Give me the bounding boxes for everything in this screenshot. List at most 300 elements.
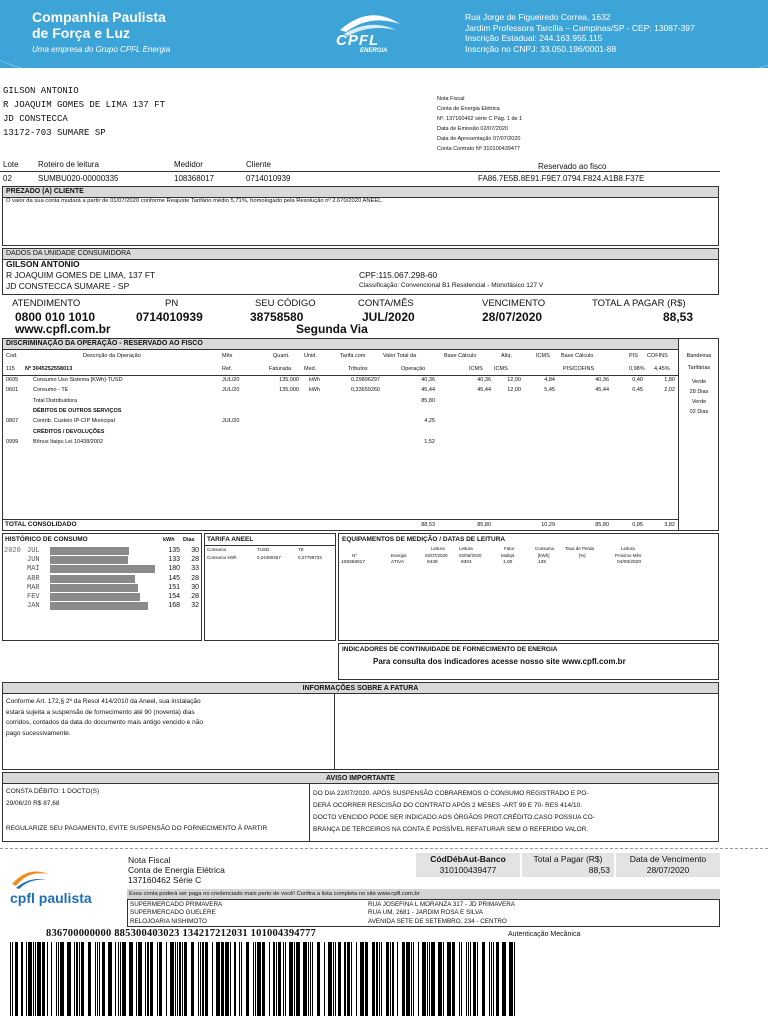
cell-valor: 85,80 xyxy=(421,397,435,404)
agent-row xyxy=(130,901,718,909)
barcode-bar xyxy=(202,942,203,1016)
historico-bar xyxy=(50,547,129,555)
hdr-med: Med. xyxy=(304,366,317,372)
cell-desc: Consumo Uso Sistema [KWh]-TUSD xyxy=(33,377,123,383)
cell-desc: CRÉDITOS / DEVOLUÇÕES xyxy=(33,428,105,435)
total-valor: 88,53 xyxy=(421,522,435,528)
cliente-value: 0714010939 xyxy=(246,174,291,183)
cell-cod: 0605 xyxy=(6,377,19,383)
barcode-bar xyxy=(246,942,249,1016)
value-pn: 0714010939 xyxy=(136,310,203,324)
tarifa-h-consumo: Consumo xyxy=(207,547,227,552)
address-line: Jardim Professora Tarcília – Campinas/SP - CEP: 13087-397 xyxy=(465,22,695,33)
barcode-bar xyxy=(294,942,295,1016)
barcode-bar xyxy=(491,942,492,1016)
tarifa-box xyxy=(204,533,336,641)
bandeira-line: 28 Dias xyxy=(689,389,709,395)
bandeira-line: Verde xyxy=(691,379,707,385)
unidade-title: DADOS DA UNIDADE CONSUMIDORA xyxy=(3,249,718,260)
info-line: corridos, contados da data do documento mais antigo vencido e não xyxy=(6,719,203,726)
company-tagline: Uma empresa do Grupo CPFL Energia xyxy=(32,45,171,54)
barcode-bar xyxy=(138,942,141,1016)
cell-aliq: 12,00 xyxy=(507,387,521,394)
historico-bar xyxy=(50,575,135,583)
hdr-cofins-rate: 4,45% xyxy=(654,366,670,372)
historico-kwh: 168 xyxy=(168,602,180,610)
hdr-base-icms: Base Cálculo xyxy=(444,353,477,359)
barcode-bar xyxy=(184,942,187,1016)
aviso-box xyxy=(2,772,719,842)
barcode-bar xyxy=(392,942,393,1016)
barcode-bar xyxy=(216,942,219,1016)
barcode-bar xyxy=(502,942,505,1016)
barcode-bar xyxy=(381,942,382,1016)
barcode-bar xyxy=(269,942,270,1016)
divider xyxy=(3,519,678,520)
barcode-bar xyxy=(42,942,45,1016)
site-link[interactable]: www.cpfl.com.br xyxy=(15,322,111,336)
barcode-bar xyxy=(99,942,100,1016)
barcode-bar xyxy=(257,942,260,1016)
barcode-bar xyxy=(95,942,96,1016)
barcode-bar xyxy=(51,942,52,1016)
medicao-box xyxy=(338,533,719,641)
barcode-bar xyxy=(33,942,34,1016)
cell-qtd: 135,000 xyxy=(279,377,299,383)
barcode-bar xyxy=(15,942,18,1016)
historico-month: JUL xyxy=(27,547,40,555)
historico-row xyxy=(3,584,201,593)
address-line: Inscrição Estadual: 244.163.955.115 xyxy=(465,33,603,43)
barcode-bar xyxy=(179,942,180,1016)
aviso-right-line: BRANÇA DE TERCEIROS NA CONTA É POSSÍVEL REFATURAR SEM O REFERIDO VALOR. xyxy=(313,826,589,833)
cell-base: 45,44 xyxy=(477,387,491,394)
cell-ref: JUL/20 xyxy=(222,387,240,394)
med-r-consumo: 135 xyxy=(538,560,547,565)
barcode xyxy=(10,942,515,1016)
barcode-bar xyxy=(191,942,194,1016)
cell-basepis: 45,44 xyxy=(595,387,609,394)
historico-dias: 32 xyxy=(191,602,199,610)
med-r-energia: ATIVA xyxy=(391,560,405,565)
total-base: 85,80 xyxy=(477,522,491,528)
stub-agents-box xyxy=(127,899,720,927)
barcode-bar xyxy=(406,942,409,1016)
barcode-bar xyxy=(477,942,478,1016)
barcode-bar xyxy=(241,942,242,1016)
barcode-bar xyxy=(438,942,441,1016)
med-r-medidor: 108368017 xyxy=(341,560,366,565)
barcode-bar xyxy=(47,942,48,1016)
unidade-cpf: CPF:115.067.298-60 xyxy=(359,270,438,280)
barcode-number: 836700000000 885300403023 134217212031 101004394777 xyxy=(46,928,317,939)
historico-row xyxy=(3,547,201,556)
hdr-ref: Ref. xyxy=(222,366,233,372)
historico-row xyxy=(3,565,201,574)
barcode-bar xyxy=(35,942,36,1016)
autenticacao-label: Autenticação Mecânica xyxy=(508,931,581,938)
barcode-bar xyxy=(496,942,499,1016)
logo-text: CPFL xyxy=(336,32,380,49)
total-pis: 0,85 xyxy=(632,522,643,528)
barcode-bar xyxy=(468,942,469,1016)
prezado-text: O valor da sua conta mudará a partir de 01/07/2020 conforme Reajuste Tarifário médio 5,71%, homologado pela Resolução nº 2.670/2020 ANEEL. xyxy=(6,198,384,204)
hdr-115: 115 xyxy=(6,366,15,372)
hdr-icms: ICMS xyxy=(536,353,550,359)
table-row xyxy=(3,408,678,418)
stub-brand: cpfl paulista xyxy=(10,890,92,906)
indicadores-text: Para consulta dos indicadores acesse nosso site www.cpfl.com.br xyxy=(373,657,626,666)
aviso-left-line2: 29/06/20 R$ 87,68 xyxy=(6,800,60,807)
stub-venc-value: 28/07/2020 xyxy=(646,865,690,875)
barcode-bar xyxy=(102,942,105,1016)
tarifa-h-te: TE xyxy=(298,547,304,552)
barcode-bar xyxy=(159,942,162,1016)
agent-address: RUA UM, 2681 - JARDIM ROSA E SILVA xyxy=(368,909,483,917)
cell-desc: Contrib. Custeio IP-CIP Municipal xyxy=(33,418,115,425)
barcode-bar xyxy=(58,942,59,1016)
stub-nota-line: Nota Fiscal xyxy=(128,855,171,865)
company-name-line1: Companhia Paulista xyxy=(32,9,166,25)
barcode-bar xyxy=(429,942,430,1016)
barcode-bar xyxy=(397,942,398,1016)
nota-line: Nota Fiscal xyxy=(437,96,465,102)
cell-valor: 4,25 xyxy=(424,418,435,425)
divider xyxy=(309,784,310,841)
med-h-taxa: Taxa de Perda xyxy=(565,546,595,551)
cell-unid: kWh xyxy=(309,387,320,394)
barcode-bar xyxy=(310,942,311,1016)
historico-bar xyxy=(50,602,148,610)
barcode-bar xyxy=(493,942,494,1016)
aviso-title: AVISO IMPORTANTE xyxy=(3,773,718,784)
barcode-bar xyxy=(129,942,132,1016)
barcode-bar xyxy=(81,942,84,1016)
barcode-bar xyxy=(360,942,363,1016)
barcode-bar xyxy=(509,942,512,1016)
barcode-bar xyxy=(376,942,377,1016)
barcode-bar xyxy=(356,942,357,1016)
cpfl-paulista-swoosh-icon xyxy=(10,866,50,890)
cell-desc: DÉBITOS DE OUTROS SERVIÇOS xyxy=(33,407,122,414)
med-h-leitura1: Leitura xyxy=(431,546,445,551)
unidade-classificacao: Classificação: Convencional B1 Residencial - Monofásico 127 V xyxy=(359,282,544,289)
cell-valor: 45,44 xyxy=(421,387,435,394)
label-pn: PN xyxy=(165,298,179,309)
historico-month: ABR xyxy=(27,574,40,583)
barcode-bar xyxy=(182,942,183,1016)
barcode-bar xyxy=(157,942,158,1016)
cell-cofins: 2,02 xyxy=(664,387,675,394)
header-banner xyxy=(0,0,768,68)
unidade-name: GILSON ANTONIO xyxy=(6,259,80,269)
hdr-icms-base: ICMS xyxy=(469,366,483,372)
barcode-bar xyxy=(60,942,63,1016)
barcode-bar xyxy=(170,942,173,1016)
historico-month: FEV xyxy=(27,593,40,601)
barcode-bar xyxy=(443,942,444,1016)
stub-cod-box xyxy=(416,853,520,877)
cell-tarifa: 0,33659260 xyxy=(350,387,380,394)
label-codigo: SEU CÓDIGO xyxy=(255,298,316,309)
cell-basepis: 40,36 xyxy=(595,377,609,383)
barcode-bar xyxy=(422,942,425,1016)
barcode-bar xyxy=(28,942,31,1016)
nota-line: Conta de Energia Elétrica xyxy=(437,106,500,112)
nota-line: Nº. 137160462 série C Pág. 1 de 1 xyxy=(437,116,523,122)
discrim-title: DISCRIMINAÇÃO DA OPERAÇÃO - RESERVADO AO FISCO xyxy=(3,339,678,350)
agent-name: SUPERMERCADO GUELERE xyxy=(130,909,216,917)
barcode-bar xyxy=(347,942,350,1016)
barcode-bar xyxy=(489,942,490,1016)
med-h-perc: [%] xyxy=(579,553,586,558)
historico-row xyxy=(3,602,201,611)
historico-dias: 30 xyxy=(191,583,199,591)
barcode-bar xyxy=(283,942,284,1016)
barcode-bar xyxy=(459,942,460,1016)
stub-notice: Essa conta poderá ser paga no credenciado mais perto de você! Confira a lista completa no site www.cpfl.com.br xyxy=(127,889,720,899)
barcode-bar xyxy=(115,942,116,1016)
barcode-bar xyxy=(461,942,462,1016)
unidade-street: R JOAQUIM GOMES DE LIMA, 137 FT xyxy=(6,270,156,280)
value-conta-mes: JUL/2020 xyxy=(362,310,415,324)
prezado-box xyxy=(2,186,719,246)
hdr-pis-cofins: PIS/COFINS xyxy=(563,366,595,372)
barcode-bar xyxy=(147,942,148,1016)
cell-cod: 0807 xyxy=(6,418,19,425)
barcode-bar xyxy=(212,942,213,1016)
historico-box xyxy=(2,533,202,641)
info-line: pago sucessivamente. xyxy=(6,729,71,737)
historico-bar xyxy=(50,565,155,573)
barcode-bar xyxy=(452,942,455,1016)
historico-kwh-header: kWh xyxy=(163,537,175,543)
hdr-pis-rate: 0,98% xyxy=(629,366,645,372)
value-total: 88,53 xyxy=(663,310,694,324)
agent-row xyxy=(130,909,718,917)
hdr-desc: Descrição da Operação xyxy=(83,353,141,359)
barcode-bar xyxy=(10,942,11,1016)
hdr-unid: Unid. xyxy=(304,353,317,359)
label-total: TOTAL A PAGAR (R$) xyxy=(592,298,686,309)
hdr-tarifa: Tarifa com xyxy=(340,353,366,359)
barcode-bar xyxy=(253,942,254,1016)
barcode-bar xyxy=(482,942,485,1016)
historico-kwh: 151 xyxy=(168,583,180,591)
cell-aliq: 12,00 xyxy=(507,377,521,383)
cell-pis: 0,40 xyxy=(632,377,643,383)
lote-value: 02 xyxy=(3,174,12,183)
stub-total-value: 88,53 xyxy=(588,865,610,875)
barcode-bar xyxy=(344,942,345,1016)
barcode-bar xyxy=(12,942,13,1016)
stub-total-box xyxy=(522,853,614,877)
customer-district: JD CONSTECCA xyxy=(3,114,68,124)
cell-ref: JUL/20 xyxy=(222,377,240,383)
cell-ref: JUL/20 xyxy=(222,418,240,425)
historico-dias: 28 xyxy=(191,593,199,600)
unidade-box xyxy=(2,248,719,295)
bandeira-line: Verde xyxy=(691,399,707,405)
barcode-bar xyxy=(118,942,119,1016)
barcode-bar xyxy=(122,942,125,1016)
hdr-operacao: Operação xyxy=(401,366,426,372)
barcode-bar xyxy=(262,942,265,1016)
med-h-energia: Energia xyxy=(391,553,407,558)
nota-line: Data de Emissão 02/07/2020 xyxy=(437,126,508,132)
cut-line xyxy=(0,848,768,849)
barcode-bar xyxy=(466,942,467,1016)
barcode-bar xyxy=(379,942,380,1016)
bandeiras-title: Bandeiras Tarifárias xyxy=(686,353,712,371)
historico-dias: 33 xyxy=(191,565,199,573)
hdr-aliq: Alíq. xyxy=(501,353,513,359)
barcode-bar xyxy=(470,942,471,1016)
stub-nota-line: 137160462 Série C xyxy=(128,875,202,885)
agent-name: SUPERMERCADO PRIMAVERA xyxy=(130,901,223,908)
historico-row xyxy=(3,575,201,584)
barcode-bar xyxy=(145,942,146,1016)
barcode-bar xyxy=(418,942,419,1016)
historico-year: 2020 xyxy=(4,547,21,555)
segunda-via-label: Segunda Via xyxy=(296,322,368,336)
historico-kwh: 135 xyxy=(168,547,180,554)
table-row xyxy=(3,398,678,408)
barcode-bar xyxy=(205,942,208,1016)
customer-street: R JOAQUIM GOMES DE LIMA 137 FT xyxy=(3,100,166,110)
barcode-bar xyxy=(276,942,277,1016)
info-text xyxy=(6,697,203,739)
barcode-bar xyxy=(365,942,368,1016)
nota-fiscal-info xyxy=(437,94,522,154)
barcode-bar xyxy=(514,942,515,1016)
stub-nota xyxy=(128,855,225,885)
value-codigo: 38758580 xyxy=(250,310,304,324)
barcode-bar xyxy=(411,942,412,1016)
barcode-bar xyxy=(317,942,320,1016)
info-line: Conforme Art. 172,§ 2º da Resol 414/2010 da Aneel, sua instalação xyxy=(6,698,201,705)
barcode-bar xyxy=(296,942,299,1016)
barcode-bar xyxy=(56,942,57,1016)
historico-kwh: 154 xyxy=(168,593,180,600)
med-r-leitura1: 9439 xyxy=(427,560,438,565)
barcode-bar xyxy=(221,942,224,1016)
med-h-multipl: Multipl. xyxy=(501,553,516,558)
barcode-bar xyxy=(76,942,77,1016)
stub-total-label: Total a Pagar (R$) xyxy=(533,854,603,864)
barcode-bar xyxy=(230,942,231,1016)
historico-dias: 30 xyxy=(191,547,199,554)
divider xyxy=(3,375,678,376)
customer-address xyxy=(3,84,165,140)
divider xyxy=(205,545,335,546)
barcode-bar xyxy=(120,942,121,1016)
aviso-right-text xyxy=(313,788,595,836)
customer-name: GILSON ANTONIO xyxy=(3,86,79,96)
barcode-bar xyxy=(21,942,22,1016)
aviso-left-line3: REGULARIZE SEU PAGAMENTO, EVITE SUSPENSÃO DO FORNECIMENTO À PARTIR xyxy=(6,825,268,832)
med-h-data1: 02/07/2020 xyxy=(425,553,448,558)
barcode-bar xyxy=(177,942,178,1016)
cell-desc: Total Distribuidora xyxy=(33,397,78,404)
historico-month: MAI xyxy=(27,565,40,574)
divider xyxy=(334,694,335,769)
reservado-label: Reservado ao fisco xyxy=(538,162,607,171)
logo-sub: ENERGIA xyxy=(360,48,388,54)
info-title: INFORMAÇÕES SOBRE A FATURA xyxy=(3,683,718,694)
unidade-district: JD CONSTECCA SUMARE - SP xyxy=(6,281,130,291)
barcode-bar xyxy=(308,942,309,1016)
barcode-bar xyxy=(402,942,405,1016)
barcode-bar xyxy=(225,942,228,1016)
table-row xyxy=(3,439,678,449)
agent-row xyxy=(130,918,718,926)
medidor-value: 108368017 xyxy=(174,174,215,183)
cell-unid: kWh xyxy=(309,377,320,383)
hdr-tributos: Tributos xyxy=(348,366,368,372)
aviso-right-line: DO DIA 22/07/2020. APÓS SUSPENSÃO COBRAREMOS O CONSUMO REGISTRADO E PO- xyxy=(313,790,589,797)
info-box xyxy=(2,682,719,770)
hdr-faturada: Faturada xyxy=(269,366,292,372)
barcode-bar xyxy=(74,942,75,1016)
med-h-numero: Nº xyxy=(352,553,357,558)
prezado-title: PREZADO (A) CLIENTE xyxy=(3,187,718,198)
tarifa-r-te: 0,27799733 xyxy=(298,555,322,560)
med-h-consumo: Consumo xyxy=(535,546,555,551)
discriminacao-box xyxy=(2,338,719,531)
cliente-label: Cliente xyxy=(246,160,271,169)
divider xyxy=(0,171,720,172)
bandeiras-list xyxy=(679,377,719,417)
cpfl-logo xyxy=(330,8,410,58)
hdr-icms-aliq: ICMS xyxy=(494,366,508,372)
barcode-bar xyxy=(175,942,176,1016)
cell-desc: Consumo - TE xyxy=(33,387,69,394)
hdr-base-pis: Base Cálculo xyxy=(561,353,594,359)
cell-pis: 0,45 xyxy=(632,387,643,394)
cpfl-paulista-logo xyxy=(10,866,120,910)
med-r-proximo: 04/08/2020 xyxy=(617,560,642,565)
stub-cod-label: CódDébAut-Banco xyxy=(430,854,506,864)
indicadores-title: INDICADORES DE CONTINUIDADE DE FORNECIMENTO DE ENERGIA xyxy=(342,646,558,653)
value-vencimento: 28/07/2020 xyxy=(482,310,543,324)
historico-bar xyxy=(50,593,140,601)
cell-icms: 4,84 xyxy=(544,377,555,383)
barcode-bar xyxy=(136,942,137,1016)
cell-cod: 0999 xyxy=(6,438,19,445)
cell-desc: Bônus Itaipu Lei 10438/2002 xyxy=(33,438,104,445)
hdr-mes: Mês xyxy=(222,353,233,359)
barcode-bar xyxy=(26,942,27,1016)
label-vencimento: VENCIMENTO xyxy=(482,298,546,309)
barcode-bar xyxy=(372,942,375,1016)
med-r-fator: 1,00 xyxy=(503,560,513,565)
historico-kwh: 133 xyxy=(168,556,180,564)
address-line: Inscrição no CNPJ: 33.050.196/0001-88 xyxy=(465,43,617,54)
roteiro-label: Roteiro de leitura xyxy=(38,160,99,169)
historico-title: HISTÓRICO DE CONSUMO xyxy=(5,536,88,543)
agent-address: RUA JOSEFINA L MORANZA 317 - JD PRIMAVERA xyxy=(368,901,515,908)
barcode-bar xyxy=(328,942,331,1016)
historico-kwh: 180 xyxy=(168,565,180,573)
roteiro-value: SUMBU020-00000335 xyxy=(38,174,119,183)
historico-month: MAR xyxy=(27,583,40,592)
stub-venc-box xyxy=(616,853,720,877)
table-row xyxy=(3,387,678,397)
cell-valor: 40,36 xyxy=(421,377,435,383)
barcode-bar xyxy=(239,942,240,1016)
table-row xyxy=(3,377,678,387)
